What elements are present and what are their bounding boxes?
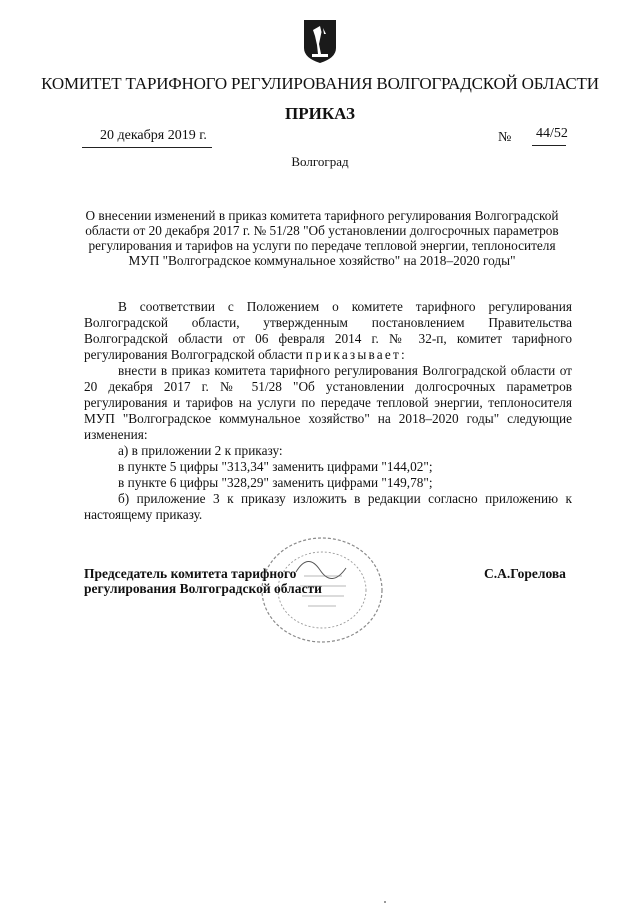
preamble-text: В соответствии с Положением о комитете тарифного регулирования Волгоградской области, утвержденным постановлением Правительства Волгоградской области от 06 февраля 2014 г. № 32-п, комитет тарифного регулирования Волгоградской области <box>84 299 572 362</box>
document-date: 20 декабря 2019 г. <box>100 128 207 143</box>
signer-title-line2: регулирования Волгоградской области <box>84 581 322 596</box>
document-type: ПРИКАЗ <box>285 104 355 123</box>
preamble-paragraph <box>84 299 572 363</box>
item-b: б) приложение 3 к приказу изложить в редакции согласно приложению к настоящему приказу. <box>84 491 572 522</box>
document-number: 44/52 <box>536 126 568 141</box>
signer-name: С.А.Горелова <box>484 566 566 581</box>
item-a-1: в пункте 5 цифры "313,34" заменить цифрами "144,02"; <box>118 459 433 474</box>
scan-speck <box>384 901 386 903</box>
main-clause: внести в приказ комитета тарифного регулирования Волгоградской области от 20 декабря 2017 г. № 51/28 "Об установлении долгосрочных параметров регулирования и тарифов на услуги по передаче тепловой энергии, теплоносителя МУП "Волгоградское коммунальное хозяйство" на 2018–2020 годы" следующие изменения: <box>84 363 572 442</box>
crest-icon <box>302 18 338 64</box>
date-underline <box>82 147 212 148</box>
document-subject: О внесении изменений в приказ комитета тарифного регулирования Волгоградской области от 20 декабря 2017 г. № 51/28 "Об установлении долгосрочных параметров регулирования и тарифов на услуги по передаче тепловой энергии, теплоносителя МУП "Волгоградское коммунальное хозяйство" на 2018–2020 годы" <box>85 208 559 268</box>
signer-title-line1: Председатель комитета тарифного <box>84 566 297 581</box>
organization-title: КОМИТЕТ ТАРИФНОГО РЕГУЛИРОВАНИЯ ВОЛГОГРАДСКОЙ ОБЛАСТИ <box>41 74 599 93</box>
number-label: № <box>498 130 512 145</box>
document-body <box>84 299 572 523</box>
signer-title <box>84 566 322 596</box>
city: Волгоград <box>291 154 349 169</box>
item-a-2: в пункте 6 цифры "328,29" заменить цифрами "149,78"; <box>118 475 433 490</box>
order-word: приказывает: <box>305 347 407 362</box>
number-underline <box>532 145 566 146</box>
item-a: а) в приложении 2 к приказу: <box>118 443 283 458</box>
